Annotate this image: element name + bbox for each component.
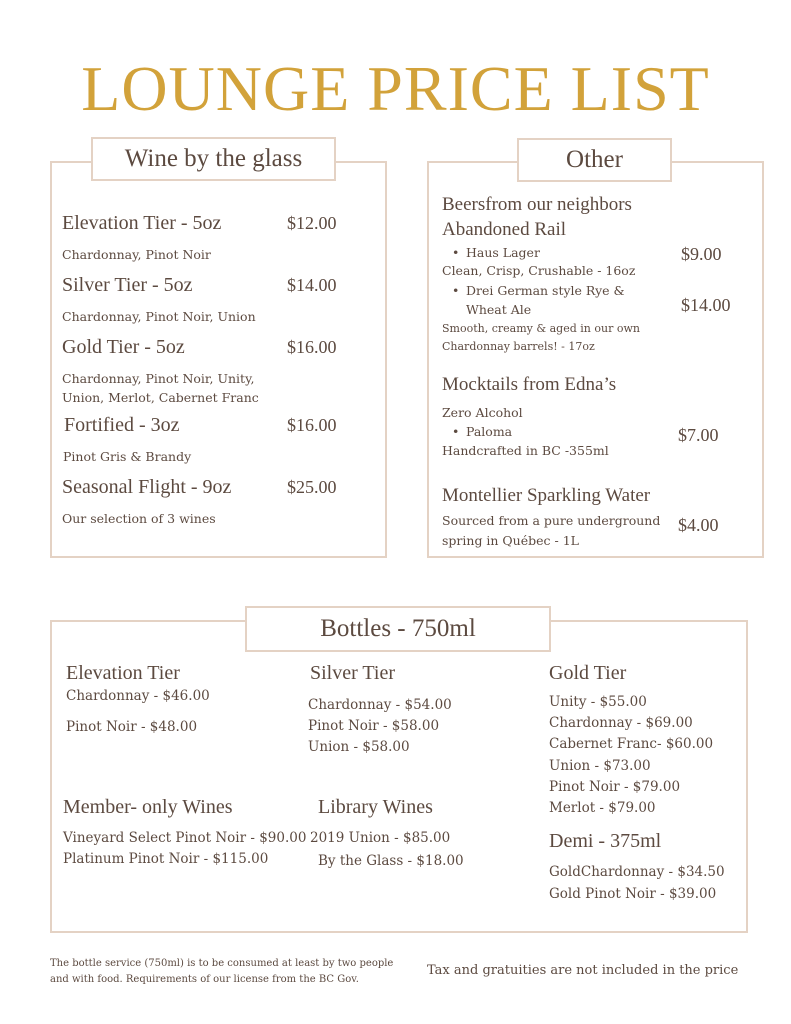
tax-note: Tax and gratuities are not included in the price xyxy=(427,963,739,978)
bottle-item: Gold Pinot Noir - $39.00 xyxy=(549,886,717,902)
water-desc: spring in Québec - 1L xyxy=(442,533,579,548)
bottles-header: Bottles - 750ml xyxy=(245,606,551,652)
page-title: LOUNGE PRICE LIST xyxy=(81,53,710,124)
bottle-item: Chardonnay - $69.00 xyxy=(549,715,693,731)
wine-item-desc: Union, Merlot, Cabernet Franc xyxy=(62,390,259,405)
bottle-item: Pinot Noir - $48.00 xyxy=(66,719,198,735)
wine-item-name: Fortified - 3oz xyxy=(64,414,180,436)
wine-item-desc: Our selection of 3 wines xyxy=(62,511,216,526)
bottles-demi-heading: Demi - 375ml xyxy=(549,830,662,852)
wine-item-price: $14.00 xyxy=(287,275,337,295)
bottle-item: Union - $73.00 xyxy=(549,758,651,774)
bottle-item: Cabernet Franc- $60.00 xyxy=(549,736,714,752)
wine-item-name: Elevation Tier - 5oz xyxy=(62,212,222,234)
mocktail-desc: Handcrafted in BC -355ml xyxy=(442,443,609,458)
wine-item-price: $16.00 xyxy=(287,337,337,357)
wine-item-desc: Pinot Gris & Brandy xyxy=(63,449,192,464)
footer-note xyxy=(50,956,393,988)
bottle-item: Vineyard Select Pinot Noir - $90.00 xyxy=(63,830,307,846)
water-price: $4.00 xyxy=(678,515,719,535)
brewery-name: Abandoned Rail xyxy=(442,219,567,240)
water-heading: Montellier Sparkling Water xyxy=(442,485,651,506)
wine-item-name: Silver Tier - 5oz xyxy=(62,274,193,296)
mocktail-subheading: Zero Alcohol xyxy=(442,405,523,420)
wine-item-price: $25.00 xyxy=(287,477,337,497)
bottle-item: Chardonnay - $46.00 xyxy=(66,688,210,704)
bottles-gold-heading: Gold Tier xyxy=(549,662,627,684)
bottle-item: GoldChardonnay - $34.50 xyxy=(549,864,725,880)
beer-name: • Haus Lager xyxy=(466,245,540,260)
beer-price: $14.00 xyxy=(681,295,731,315)
wine-item-price: $12.00 xyxy=(287,213,337,233)
beer-name: • Drei German style Rye & xyxy=(466,283,625,298)
beer-desc: Clean, Crisp, Crushable - 16oz xyxy=(442,263,636,278)
bottle-item: Merlot - $79.00 xyxy=(549,800,656,816)
mocktail-name: • Paloma xyxy=(466,424,512,439)
bottles-library-heading: Library Wines xyxy=(318,796,433,818)
other-header: Other xyxy=(517,138,672,182)
wine-item-desc: Chardonnay, Pinot Noir xyxy=(62,247,211,262)
bottle-item: Platinum Pinot Noir - $115.00 xyxy=(63,851,269,867)
wine-item-name: Gold Tier - 5oz xyxy=(62,336,185,358)
bottles-silver-heading: Silver Tier xyxy=(310,662,396,684)
bottles-elevation-heading: Elevation Tier xyxy=(66,662,180,684)
bottle-item: 2019 Union - $85.00 xyxy=(310,830,451,846)
footer-note-line: and with food. Requirements of our license from the BC Gov. xyxy=(50,974,359,985)
water-desc: Sourced from a pure underground xyxy=(442,513,661,528)
bottle-item: Pinot Noir - $58.00 xyxy=(308,718,440,734)
beer-name: Wheat Ale xyxy=(466,302,532,317)
wine-item-desc: Chardonnay, Pinot Noir, Union xyxy=(62,309,256,324)
beer-price: $9.00 xyxy=(681,244,722,264)
bottle-item: Unity - $55.00 xyxy=(549,694,647,710)
beer-desc: Chardonnay barrels! - 17oz xyxy=(442,340,595,353)
wine-item-desc: Chardonnay, Pinot Noir, Unity, xyxy=(62,371,255,386)
mocktails-heading: Mocktails from Edna’s xyxy=(442,374,617,395)
mocktail-price: $7.00 xyxy=(678,425,719,445)
bottle-item: By the Glass - $18.00 xyxy=(318,853,464,869)
beer-desc: Smooth, creamy & aged in our own xyxy=(442,322,640,335)
wine-item-price: $16.00 xyxy=(287,415,337,435)
wine-by-glass-header: Wine by the glass xyxy=(91,137,336,181)
footer-note-line: The bottle service (750ml) is to be consumed at least by two people xyxy=(50,958,394,969)
bottles-member-heading: Member- only Wines xyxy=(63,796,233,818)
beers-heading: Beersfrom our neighbors xyxy=(442,194,632,215)
bottle-item: Chardonnay - $54.00 xyxy=(308,697,452,713)
wine-item-name: Seasonal Flight - 9oz xyxy=(62,476,232,498)
bottle-item: Union - $58.00 xyxy=(308,739,410,755)
bottle-item: Pinot Noir - $79.00 xyxy=(549,779,681,795)
